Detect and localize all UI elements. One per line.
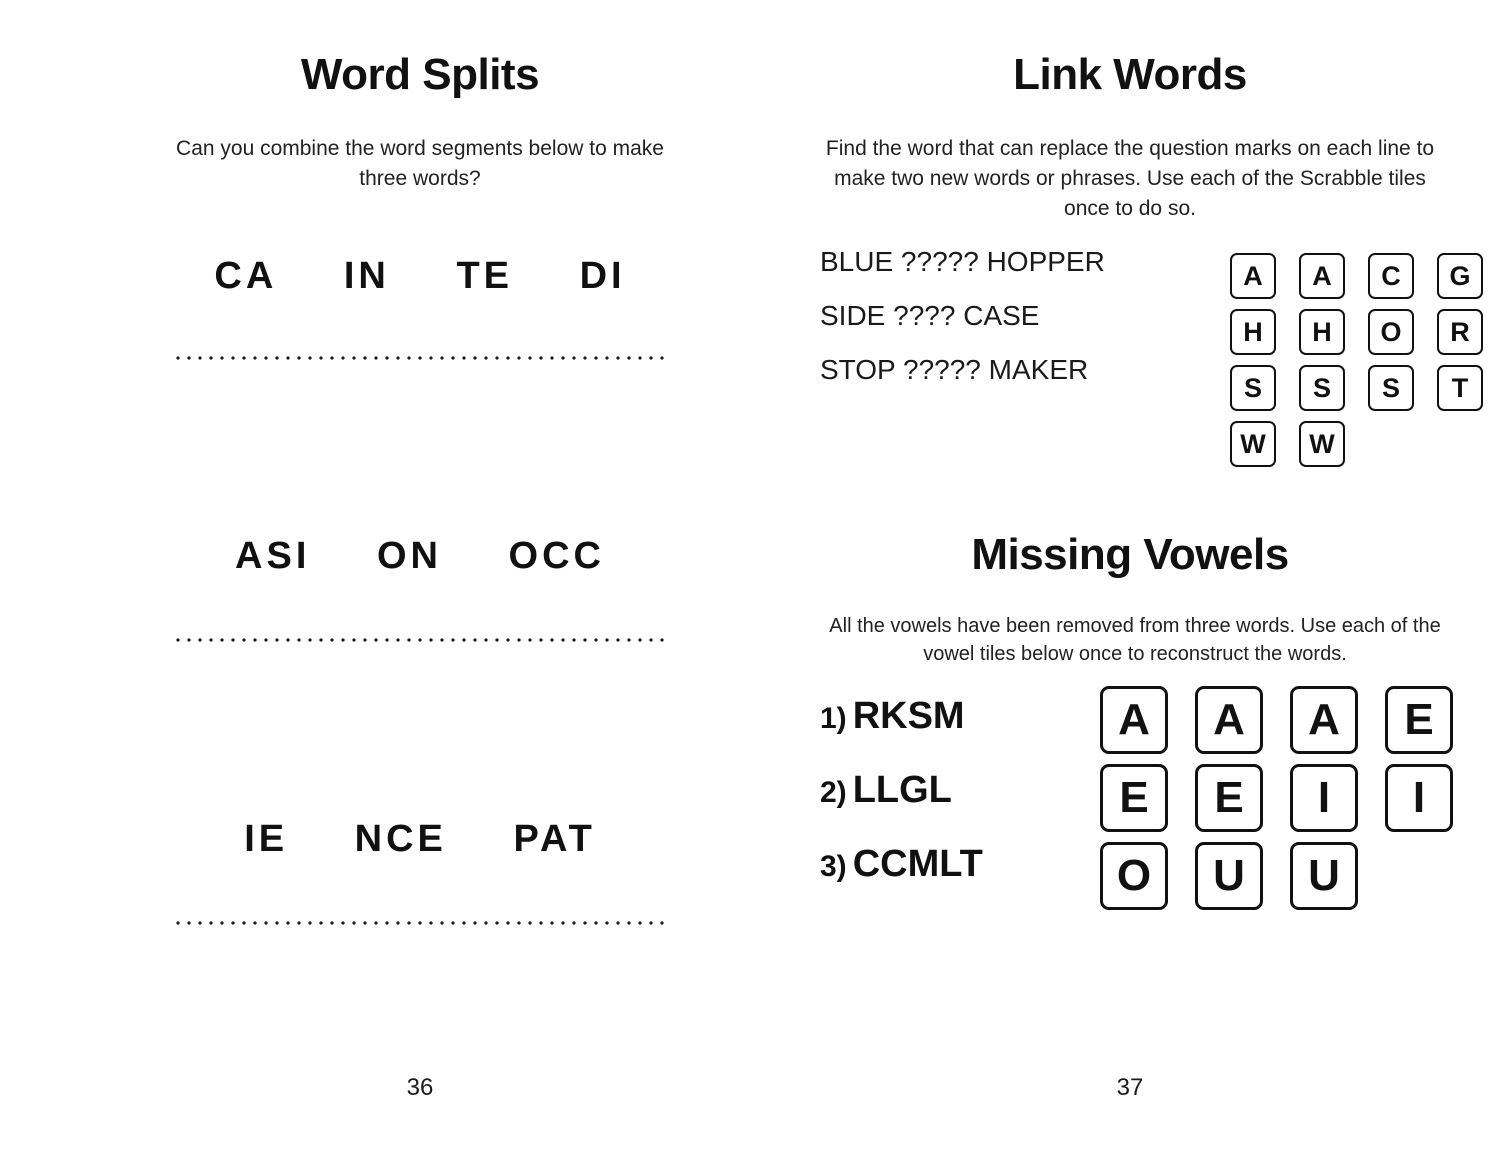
- word-segment: IE: [244, 818, 289, 860]
- word-segment: DI: [579, 255, 626, 297]
- scrabble-tile[interactable]: H: [1230, 309, 1276, 355]
- vowel-tile[interactable]: E: [1195, 764, 1263, 832]
- word-segment: TE: [456, 255, 513, 297]
- scrabble-tile[interactable]: T: [1437, 365, 1483, 411]
- vowel-tile[interactable]: E: [1385, 686, 1453, 754]
- page-number-left: 36: [406, 1074, 434, 1101]
- missing-vowels-word-list: [820, 695, 1100, 917]
- link-words-instructions: Find the word that can replace the question marks on each line to make two new words or phrases. Use each of the Scrabble tiles once to do so.: [825, 137, 1435, 220]
- dotted-answer-rule: [170, 637, 670, 643]
- scrabble-tile[interactable]: S: [1368, 365, 1414, 411]
- vowel-tile[interactable]: U: [1195, 842, 1263, 910]
- missing-vowels-word-number: 2): [820, 776, 847, 809]
- link-words-clue-list: [820, 248, 1220, 410]
- missing-vowels-word: [820, 843, 1100, 886]
- missing-vowels-word-letters: RKSM: [852, 695, 965, 737]
- link-words-clue: SIDE ???? CASE: [820, 300, 1040, 331]
- missing-vowels-title: Missing Vowels: [971, 530, 1289, 579]
- link-words-title: Link Words: [1013, 50, 1247, 99]
- word-splits-segments-3: [110, 818, 730, 861]
- word-splits-segments-1: [110, 255, 730, 298]
- word-segment: IN: [343, 255, 390, 297]
- scrabble-tile[interactable]: A: [1230, 253, 1276, 299]
- missing-vowels-word: [820, 769, 1100, 812]
- scrabble-tile[interactable]: C: [1368, 253, 1414, 299]
- dotted-answer-rule: [170, 355, 670, 361]
- missing-vowels-word-number: 3): [820, 850, 847, 883]
- missing-vowels-word-number: 1): [820, 702, 847, 735]
- missing-vowels-word-letters: LLGL: [852, 769, 952, 811]
- scrabble-tile[interactable]: O: [1368, 309, 1414, 355]
- missing-vowels-word-letters: CCMLT: [852, 843, 983, 885]
- vowel-tile[interactable]: I: [1290, 764, 1358, 832]
- scrabble-tile[interactable]: R: [1437, 309, 1483, 355]
- word-segment: ON: [376, 535, 442, 577]
- scrabble-tile[interactable]: S: [1299, 365, 1345, 411]
- page-number-right: 37: [1116, 1074, 1144, 1101]
- vowel-tile[interactable]: I: [1385, 764, 1453, 832]
- missing-vowels-instructions: All the vowels have been removed from three words. Use each of the vowel tiles below once to reconstruct the words.: [829, 615, 1441, 666]
- word-segment: OCC: [508, 535, 605, 577]
- answer-line-1: [110, 355, 730, 361]
- missing-vowels-word: [820, 695, 1100, 738]
- vowel-tile[interactable]: E: [1100, 764, 1168, 832]
- scrabble-tile[interactable]: W: [1230, 421, 1276, 467]
- scrabble-tile[interactable]: G: [1437, 253, 1483, 299]
- word-segment: CA: [214, 255, 278, 297]
- word-splits-instructions: Can you combine the word segments below to make three words?: [176, 137, 664, 190]
- missing-vowels-tile-grid: [1100, 686, 1480, 920]
- word-segment: PAT: [513, 818, 596, 860]
- word-splits-segments-2: [110, 535, 730, 578]
- right-page: [790, 0, 1470, 1157]
- left-page: [110, 0, 730, 1157]
- scrabble-tile[interactable]: W: [1299, 421, 1345, 467]
- word-segment: ASI: [235, 535, 311, 577]
- vowel-tile[interactable]: A: [1100, 686, 1168, 754]
- word-splits-title: Word Splits: [300, 50, 540, 99]
- vowel-tile[interactable]: A: [1195, 686, 1263, 754]
- scrabble-tile[interactable]: S: [1230, 365, 1276, 411]
- link-words-clue: STOP ????? MAKER: [820, 354, 1089, 385]
- link-words-clue: BLUE ????? HOPPER: [820, 246, 1105, 277]
- answer-line-3: [110, 920, 730, 926]
- answer-line-2: [110, 637, 730, 643]
- link-words-tile-grid: [1230, 253, 1496, 467]
- scrabble-tile[interactable]: A: [1299, 253, 1345, 299]
- vowel-tile[interactable]: A: [1290, 686, 1358, 754]
- scrabble-tile[interactable]: H: [1299, 309, 1345, 355]
- word-segment: NCE: [354, 818, 447, 860]
- vowel-tile[interactable]: O: [1100, 842, 1168, 910]
- dotted-answer-rule: [170, 920, 670, 926]
- vowel-tile[interactable]: U: [1290, 842, 1358, 910]
